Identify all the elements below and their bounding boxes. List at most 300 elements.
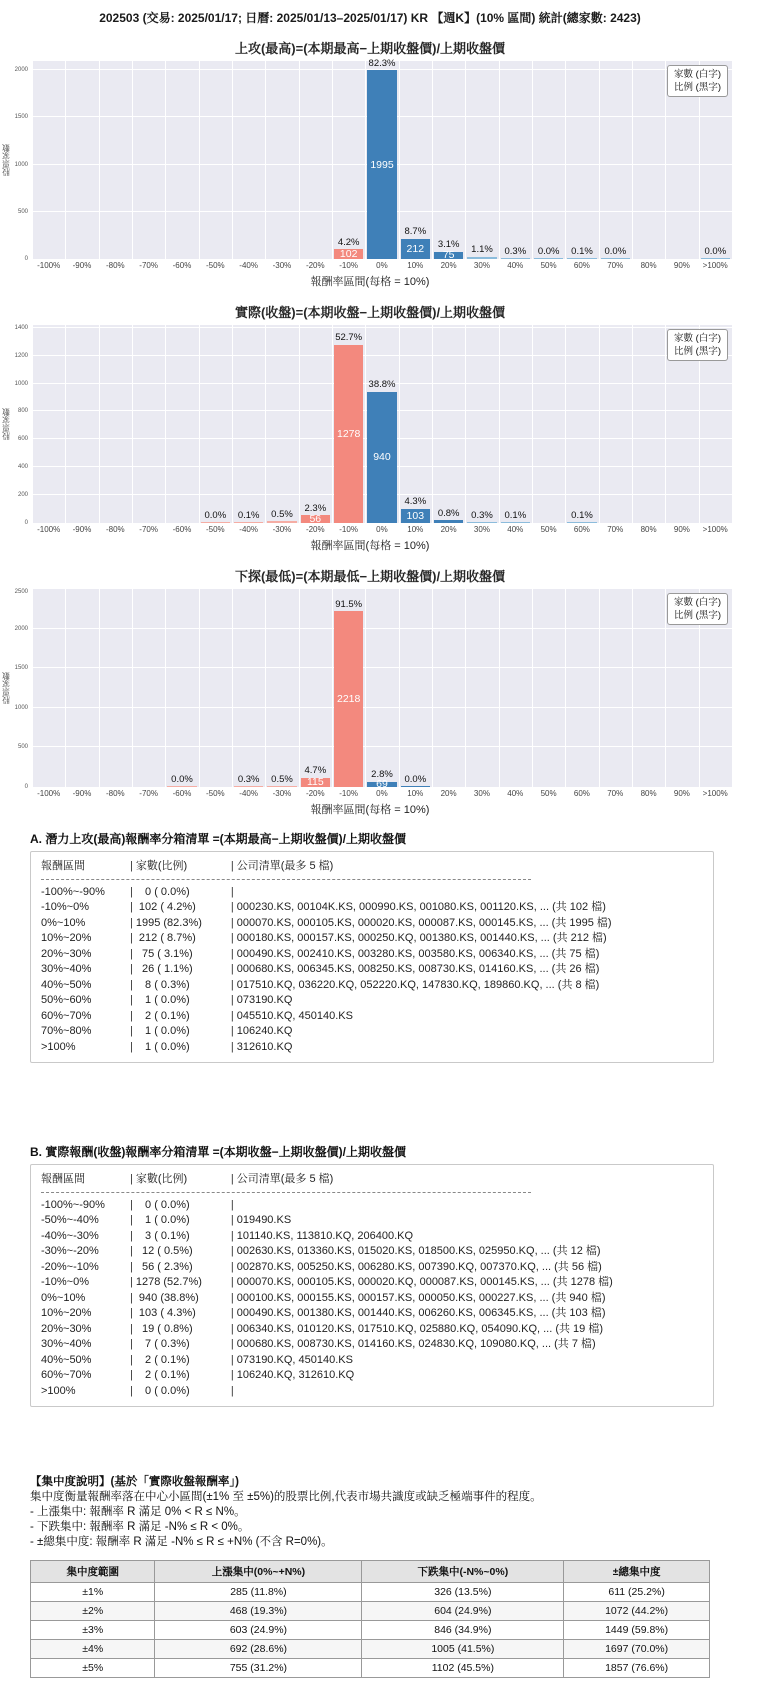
concentration-bullet-total: - ±總集中度: 報酬率 R 滿足 -N% ≤ R ≤ +N% (不含 R=0%)。 xyxy=(30,1536,333,1548)
list-header xyxy=(41,859,703,875)
plot-area xyxy=(14,57,732,262)
y-tick-label: 0 xyxy=(24,784,28,790)
gridline-vertical xyxy=(65,61,66,259)
bar-count-label: 1278 xyxy=(336,427,361,440)
x-tick-label: -10% xyxy=(339,789,358,798)
x-tick-label: -20% xyxy=(305,525,325,534)
x-tick-label: -100% xyxy=(37,261,61,270)
y-tick-label: 1000 xyxy=(14,380,28,387)
range-cell: -50%~-40% xyxy=(41,1214,99,1226)
pipe: | xyxy=(230,1025,234,1037)
count-cell: 3 ( 0.1%) xyxy=(135,1229,190,1242)
x-tick-label: 90% xyxy=(673,789,690,798)
table-row xyxy=(31,1659,710,1678)
companies-cell: 002630.KS, 013360.KS, 015020.KS, 018500.KS, 025950.KQ, ... (共 12 檔) xyxy=(236,1245,601,1257)
table-cell: 846 (34.9%) xyxy=(362,1621,564,1640)
section-a-box xyxy=(30,851,714,1063)
y-axis-label: 股票家數 xyxy=(1,144,11,176)
x-tick-label: 80% xyxy=(640,261,657,270)
range-cell: 50%~60% xyxy=(41,994,92,1006)
bar-pct-label: 0.1% xyxy=(571,246,593,258)
list-row xyxy=(41,1353,703,1369)
bar-pct-label: 0.0% xyxy=(404,774,427,786)
list-row xyxy=(41,1275,703,1291)
separator-line xyxy=(41,1192,531,1193)
table-column-header: 集中度範圍 xyxy=(31,1561,155,1583)
y-axis-label: 股票家數 xyxy=(1,408,11,440)
chart-legend xyxy=(667,329,728,361)
count-cell: 1278 (52.7%) xyxy=(135,1276,202,1288)
x-tick-label: -40% xyxy=(239,525,258,534)
pipe: | xyxy=(130,1214,133,1226)
companies-cell: 006340.KS, 010120.KS, 017510.KQ, 025880.KQ, 054090.KQ, ... (共 19 檔) xyxy=(236,1322,604,1335)
x-axis-title: 報酬率區間(每格 = 10%) xyxy=(310,276,430,288)
bar xyxy=(467,257,496,259)
y-tick-label: 1000 xyxy=(14,704,28,711)
table-body xyxy=(31,1583,710,1678)
table-row xyxy=(31,1602,710,1621)
companies-cell: 000100.KS, 000155.KS, 000157.KS, 000050.KS, 000227.KS, ... (共 940 檔) xyxy=(236,1291,606,1304)
x-tick-label: 30% xyxy=(473,261,490,270)
bar xyxy=(267,786,296,787)
pipe: | xyxy=(130,1173,133,1185)
bar xyxy=(234,786,263,787)
section-a xyxy=(30,830,714,1063)
list-row xyxy=(41,1260,703,1276)
x-tick-label: -90% xyxy=(72,525,92,534)
pipe: | xyxy=(130,947,133,960)
bar-pct-label: 1.1% xyxy=(471,244,493,256)
range-cell: -40%~-30% xyxy=(41,1229,99,1242)
range-cell: >100% xyxy=(41,1384,76,1397)
pipe: | xyxy=(230,1353,234,1366)
pipe: | xyxy=(130,978,133,991)
legend-line-pct: 比例 (黑字) xyxy=(674,346,721,357)
companies-cell: 045510.KQ, 450140.KS xyxy=(236,1009,353,1022)
table-cell: 1005 (41.5%) xyxy=(362,1640,564,1659)
pipe: | xyxy=(230,1229,234,1242)
y-tick-label: 2000 xyxy=(14,66,28,73)
y-tick-label: 600 xyxy=(17,436,28,443)
count-cell: 12 ( 0.5%) xyxy=(135,1245,193,1257)
pipe: | xyxy=(230,1291,234,1304)
bar xyxy=(334,249,363,259)
y-tick-label: 800 xyxy=(17,408,28,415)
x-axis-ticks xyxy=(32,789,732,798)
bar-pct-label: 0.3% xyxy=(504,245,527,257)
x-tick-label: -100% xyxy=(37,789,61,798)
range-cell: 70%~80% xyxy=(41,1025,92,1037)
table-cell: 326 (13.5%) xyxy=(362,1583,564,1602)
table-cell: 611 (25.2%) xyxy=(564,1583,710,1602)
x-tick-label: 70% xyxy=(607,789,624,798)
legend-line-pct: 比例 (黑字) xyxy=(674,610,721,621)
y-tick-label: 0 xyxy=(24,256,28,262)
gridline-vertical xyxy=(532,589,533,787)
companies-cell: 073190.KQ, 450140.KS xyxy=(236,1353,353,1366)
range-cell: 10%~20% xyxy=(41,1307,92,1319)
range-cell: >100% xyxy=(41,1040,76,1053)
chart-title: 實際(收盤)=(本期收盤−上期收盤價)/上期收盤價 xyxy=(234,305,506,320)
gridline-vertical xyxy=(299,61,300,259)
gridline-vertical xyxy=(432,589,433,787)
range-cell: -100%~-90% xyxy=(41,885,105,898)
x-tick-label: -60% xyxy=(172,789,192,798)
x-axis-ticks xyxy=(32,525,732,534)
bar-count-label: 2218 xyxy=(336,693,361,706)
pipe: | xyxy=(130,1040,133,1053)
concentration-heading: 【集中度說明】(基於「實際收盤報酬率」) xyxy=(30,1476,239,1488)
bar-count-label: 56 xyxy=(309,513,322,526)
gridline-vertical xyxy=(332,589,333,787)
gridline-vertical xyxy=(565,61,566,259)
table-cell: ±4% xyxy=(31,1640,155,1659)
pipe: | xyxy=(130,1307,133,1319)
gridline-vertical xyxy=(265,589,266,787)
gridline-vertical xyxy=(632,61,633,259)
table-row xyxy=(31,1583,710,1602)
pipe: | xyxy=(130,1009,133,1022)
x-tick-label: 40% xyxy=(507,789,524,798)
gridline-horizontal xyxy=(32,355,732,356)
companies-cell: 101140.KS, 113810.KQ, 206400.KQ xyxy=(236,1229,414,1242)
table-row xyxy=(31,1621,710,1640)
x-tick-label: -80% xyxy=(105,789,125,798)
gridline-vertical xyxy=(265,61,266,259)
x-tick-label: -50% xyxy=(205,525,225,534)
chart-body xyxy=(0,589,740,791)
count-cell: 8 ( 0.3%) xyxy=(135,978,190,991)
pipe: | xyxy=(230,1198,234,1211)
bar xyxy=(501,258,530,259)
x-tick-label: 70% xyxy=(607,261,624,270)
range-cell: 60%~70% xyxy=(41,1009,92,1022)
gridline-vertical xyxy=(32,589,33,787)
y-tick-label: 500 xyxy=(17,744,28,751)
concentration-bullet-up: - 上漲集中: 報酬率 R 滿足 0% < R ≤ N%。 xyxy=(30,1506,246,1518)
gridline-vertical xyxy=(465,589,466,787)
concentration-desc: 集中度衡量報酬率落在中心小區間(±1% 至 ±5%)的股票比例,代表市場共識度或缺乏極端事件的程度。 xyxy=(30,1491,542,1503)
bar-pct-label: 0.5% xyxy=(271,773,293,785)
pipe: | xyxy=(130,916,133,929)
gridline-vertical xyxy=(132,61,133,259)
section-b xyxy=(30,1143,714,1407)
x-tick-label: 60% xyxy=(573,525,590,534)
pipe: | xyxy=(230,947,234,960)
chart-actual-close xyxy=(0,302,740,553)
count-cell: 1 ( 0.0%) xyxy=(135,1040,190,1053)
companies-cell: 106240.KQ, 312610.KQ xyxy=(236,1369,355,1381)
gridline-vertical xyxy=(199,589,200,787)
bar-count-label: 103 xyxy=(406,509,425,522)
x-tick-label: 20% xyxy=(440,261,457,270)
pipe: | xyxy=(230,1384,234,1397)
pipe: | xyxy=(130,1229,133,1242)
range-cell: -10%~0% xyxy=(41,901,90,913)
count-cell: 1 ( 0.0%) xyxy=(135,1214,190,1226)
list-row xyxy=(41,1198,703,1214)
range-cell: -100%~-90% xyxy=(41,1198,105,1211)
count-cell: 0 ( 0.0%) xyxy=(135,885,190,898)
count-cell: 102 ( 4.2%) xyxy=(135,901,196,913)
companies-cell: 000490.KS, 002410.KS, 003280.KS, 003580.KS, 006340.KS, ... (共 75 檔) xyxy=(236,947,600,960)
pipe: | xyxy=(130,860,133,872)
gridline-vertical xyxy=(165,589,166,787)
pipe: | xyxy=(130,885,133,898)
pipe: | xyxy=(230,885,234,898)
list-row xyxy=(41,916,703,932)
legend-line-pct: 比例 (黑字) xyxy=(674,82,721,93)
range-cell: 40%~50% xyxy=(41,978,92,991)
pipe: | xyxy=(230,1260,234,1273)
bar xyxy=(501,522,530,523)
y-axis-gutter xyxy=(12,589,32,787)
bar-pct-label: 0.0% xyxy=(204,510,227,522)
pipe: | xyxy=(230,978,234,991)
bar-pct-label: 0.0% xyxy=(171,774,193,786)
companies-cell: 000680.KS, 008730.KS, 014160.KS, 024830.KQ, 109080.KQ, ... (共 7 檔) xyxy=(236,1338,596,1350)
plot-area xyxy=(14,589,732,791)
range-cell: 30%~40% xyxy=(41,1338,92,1350)
bar xyxy=(301,513,330,526)
gridline-horizontal xyxy=(32,707,732,708)
x-tick-label: >100% xyxy=(702,525,728,534)
x-tick-label: -40% xyxy=(239,789,258,798)
x-tick-label: -20% xyxy=(305,789,325,798)
list-row xyxy=(41,1291,703,1307)
table-cell: 755 (31.2%) xyxy=(155,1659,362,1678)
companies-cell: 000070.KS, 000105.KS, 000020.KQ, 000087.KS, 000145.KS, ... (共 1278 檔) xyxy=(236,1276,613,1288)
bar-count-label: 75 xyxy=(442,249,455,262)
list-rows xyxy=(41,885,703,1056)
bar-pct-label: 91.5% xyxy=(335,598,363,610)
x-tick-label: 60% xyxy=(573,789,590,798)
x-tick-label: -60% xyxy=(172,261,192,270)
y-tick-label: 0 xyxy=(24,520,28,526)
bar xyxy=(167,786,196,787)
list-row xyxy=(41,993,703,1009)
pipe: | xyxy=(130,963,133,975)
list-row xyxy=(41,1024,703,1040)
list-row xyxy=(41,1009,703,1025)
table-cell: 1857 (76.6%) xyxy=(564,1659,710,1678)
bar xyxy=(301,778,330,787)
table-column-header: ±總集中度 xyxy=(564,1561,710,1583)
x-tick-label: >100% xyxy=(702,261,728,270)
plot-area xyxy=(14,325,732,526)
gridline-vertical xyxy=(732,589,733,787)
gridline-vertical xyxy=(499,61,500,259)
count-cell: 1 ( 0.0%) xyxy=(135,1025,190,1037)
list-row xyxy=(41,1040,703,1056)
pipe: | xyxy=(130,1353,133,1366)
gridline-vertical xyxy=(599,589,600,787)
gridline-vertical xyxy=(632,589,633,787)
x-tick-label: 90% xyxy=(673,525,690,534)
x-tick-label: 40% xyxy=(507,261,524,270)
bar-pct-label: 0.5% xyxy=(271,508,293,520)
pipe: | xyxy=(130,1338,133,1350)
y-tick-label: 1500 xyxy=(14,665,28,672)
companies-cell: 312610.KQ xyxy=(236,1040,293,1053)
companies-cell: 000490.KS, 001380.KS, 001440.KS, 006260.KS, 006345.KS, ... (共 103 檔) xyxy=(236,1307,606,1319)
x-tick-label: 30% xyxy=(473,789,490,798)
gridline-vertical xyxy=(332,61,333,259)
count-cell: 0 ( 0.0%) xyxy=(135,1198,190,1211)
y-tick-label: 1000 xyxy=(14,161,28,168)
pipe: | xyxy=(130,1245,133,1257)
gridline-vertical xyxy=(365,589,366,787)
companies-cell xyxy=(237,1384,703,1400)
bar-count-label: 102 xyxy=(339,248,358,261)
bar-pct-label: 0.1% xyxy=(237,510,260,522)
y-tick-label: 200 xyxy=(17,492,28,499)
pipe: | xyxy=(230,963,234,975)
table-cell: 1072 (44.2%) xyxy=(564,1602,710,1621)
bar xyxy=(334,345,363,523)
x-tick-label: 20% xyxy=(440,525,457,534)
range-cell: 20%~30% xyxy=(41,947,92,960)
pipe: | xyxy=(230,916,234,929)
x-tick-label: -90% xyxy=(72,789,92,798)
bar xyxy=(467,522,496,523)
bar xyxy=(201,522,230,523)
count-cell: 56 ( 2.3%) xyxy=(135,1260,193,1273)
list-row xyxy=(41,978,703,994)
gridline-horizontal xyxy=(32,746,732,747)
bar-count-label: 69 xyxy=(376,778,388,791)
x-tick-label: -70% xyxy=(139,261,158,270)
count-cell: 75 ( 3.1%) xyxy=(135,947,193,960)
list-row xyxy=(41,900,703,916)
list-row xyxy=(41,947,703,963)
range-cell: -10%~0% xyxy=(41,1276,90,1288)
pipe: | xyxy=(230,1369,234,1381)
pipe: | xyxy=(230,1009,234,1022)
pipe: | xyxy=(130,1369,133,1381)
bar-pct-label: 2.8% xyxy=(371,769,393,781)
x-tick-label: -50% xyxy=(205,789,225,798)
x-tick-label: 10% xyxy=(407,261,424,270)
header-range: 報酬區間 xyxy=(41,1173,85,1185)
range-cell: -30%~-20% xyxy=(41,1245,99,1257)
x-tick-label: 80% xyxy=(640,525,657,534)
x-tick-label: 0% xyxy=(376,789,388,798)
range-cell: 0%~10% xyxy=(41,916,86,929)
range-cell: 0%~10% xyxy=(41,1291,86,1304)
x-tick-label: 60% xyxy=(573,261,590,270)
header-count: 家數(比例) xyxy=(135,1173,188,1185)
list-header xyxy=(41,1172,703,1188)
list-row xyxy=(41,1244,703,1260)
pipe: | xyxy=(230,1307,234,1319)
pipe: | xyxy=(130,994,133,1006)
x-tick-label: -10% xyxy=(339,525,358,534)
gridline-horizontal xyxy=(32,667,732,668)
range-cell: 10%~20% xyxy=(41,932,92,944)
count-cell: 103 ( 4.3%) xyxy=(135,1307,196,1319)
range-cell: -20%~-10% xyxy=(41,1260,99,1273)
x-tick-label: -20% xyxy=(305,261,325,270)
bar-pct-label: 0.3% xyxy=(237,773,260,785)
table-cell: ±5% xyxy=(31,1659,155,1678)
gridline-vertical xyxy=(532,61,533,259)
y-tick-label: 1500 xyxy=(14,114,28,121)
x-tick-label: 40% xyxy=(507,525,524,534)
gridline-vertical xyxy=(399,589,400,787)
bar-pct-label: 82.3% xyxy=(368,57,396,69)
x-tick-label: 10% xyxy=(407,789,424,798)
list-row xyxy=(41,1229,703,1245)
pipe: | xyxy=(230,1245,234,1257)
y-tick-label: 1200 xyxy=(14,352,28,359)
gridline-vertical xyxy=(299,589,300,787)
pipe: | xyxy=(230,932,234,944)
bar-pct-label: 4.3% xyxy=(404,496,427,508)
y-axis-gutter xyxy=(12,61,32,259)
companies-cell: 000180.KS, 000157.KS, 000250.KQ, 001380.KS, 001440.KS, ... (共 212 檔) xyxy=(236,932,607,944)
gridline-vertical xyxy=(99,589,100,787)
gridline-horizontal xyxy=(32,628,732,629)
table-head xyxy=(31,1561,710,1583)
legend-line-count: 家數 (白字) xyxy=(674,333,721,344)
chart-title: 上攻(最高)=(本期最高−上期收盤價)/上期收盤價 xyxy=(234,41,506,56)
gridline-vertical xyxy=(565,589,566,787)
gridline-vertical xyxy=(599,61,600,259)
x-tick-label: 10% xyxy=(407,525,424,534)
bar-count-label: 940 xyxy=(373,451,391,464)
pipe: | xyxy=(130,932,133,944)
x-tick-label: -50% xyxy=(205,261,225,270)
x-axis-title: 報酬率區間(每格 = 10%) xyxy=(310,804,430,816)
x-tick-label: -60% xyxy=(172,525,192,534)
table-cell: ±1% xyxy=(31,1583,155,1602)
count-cell: 7 ( 0.3%) xyxy=(135,1338,190,1350)
bar-pct-label: 38.8% xyxy=(368,379,396,391)
bar-pct-label: 0.1% xyxy=(504,510,527,522)
chart-body xyxy=(0,325,740,526)
companies-cell: 073190.KQ xyxy=(236,994,293,1006)
gridline-vertical xyxy=(65,589,66,787)
bar-count-label: 115 xyxy=(306,776,324,789)
concentration-bullet-down: - 下跌集中: 報酬率 R 滿足 -N% ≤ R < 0%。 xyxy=(30,1521,250,1533)
pipe: | xyxy=(230,1040,234,1053)
y-tick-label: 500 xyxy=(17,208,28,215)
x-tick-label: 50% xyxy=(540,789,557,798)
bar-pct-label: 0.8% xyxy=(437,507,460,519)
table-cell: 603 (24.9%) xyxy=(155,1621,362,1640)
pipe: | xyxy=(130,1025,133,1037)
header-companies: 公司清單(最多 5 檔) xyxy=(236,1173,334,1185)
chart-legend xyxy=(667,593,728,625)
table-cell: 1449 (59.8%) xyxy=(564,1621,710,1640)
bar xyxy=(234,522,263,523)
x-tick-label: 80% xyxy=(640,789,657,798)
range-cell: 40%~50% xyxy=(41,1353,92,1366)
count-cell: 26 ( 1.1%) xyxy=(135,963,193,975)
list-row xyxy=(41,1213,703,1229)
table-column-header: 上漲集中(0%~+N%) xyxy=(155,1561,362,1583)
x-tick-label: -80% xyxy=(105,261,125,270)
x-axis-title: 報酬率區間(每格 = 10%) xyxy=(310,540,430,552)
list-row xyxy=(41,931,703,947)
bar-pct-label: 0.0% xyxy=(537,246,560,258)
list-row xyxy=(41,1368,703,1384)
gridline-vertical xyxy=(732,325,733,523)
table-cell: 468 (19.3%) xyxy=(155,1602,362,1621)
bar-pct-label: 4.2% xyxy=(337,236,360,248)
companies-cell xyxy=(237,1198,703,1214)
